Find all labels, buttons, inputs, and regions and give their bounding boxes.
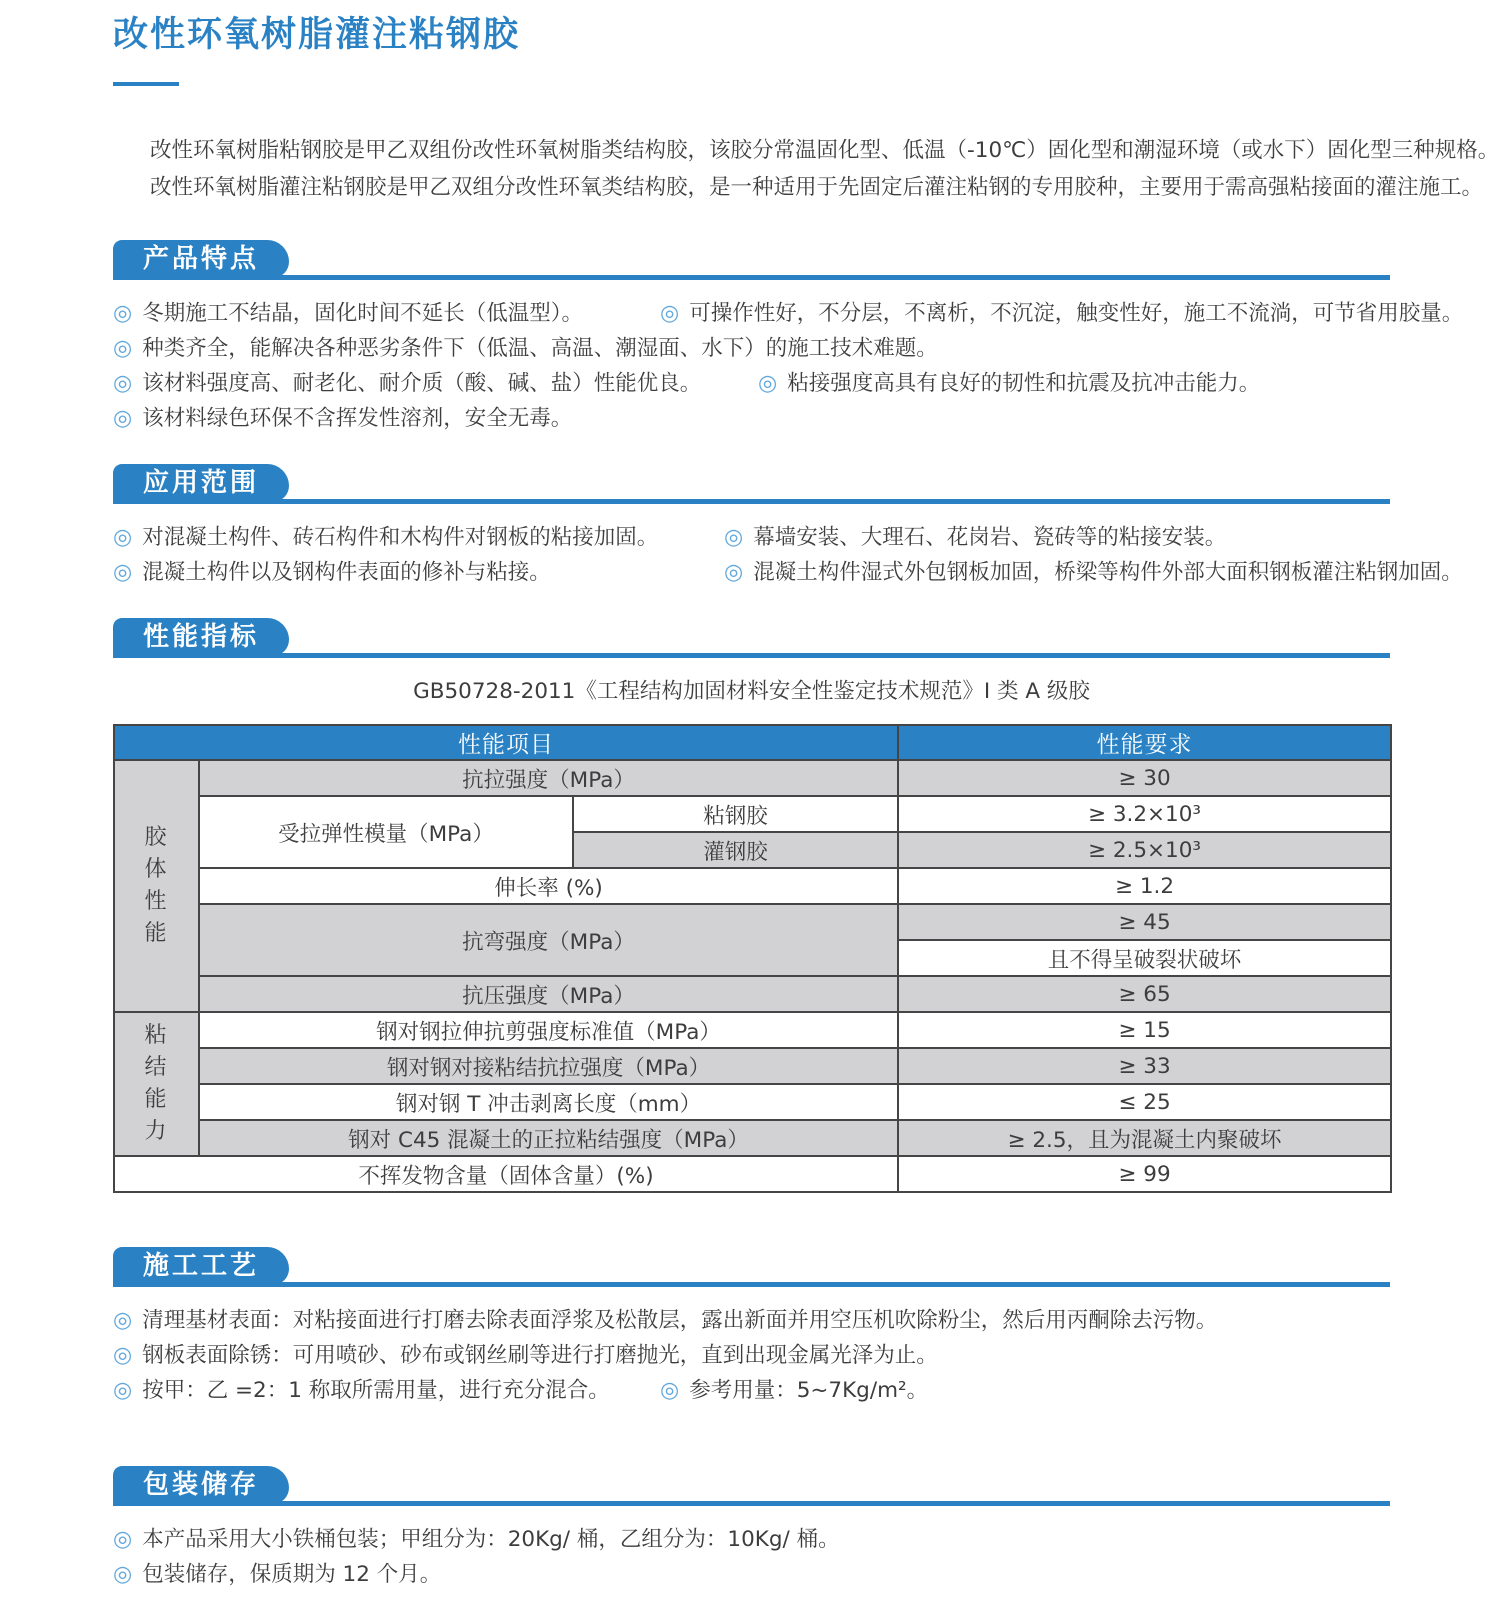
process-list — [113, 1303, 1390, 1408]
list-item-text: 粘接强度高具有良好的韧性和抗震及抗冲击能力。 — [787, 371, 1261, 396]
bullet-icon: ◎ — [113, 560, 133, 585]
list-item-text: 混凝土构件湿式外包钢板加固，桥梁等构件外部大面积钢板灌注粘钢加固。 — [753, 560, 1463, 585]
table-caption: GB50728-2011《工程结构加固材料安全性鉴定技术规范》I 类 A 级胶 — [413, 679, 1090, 704]
sub-cell-steel-bond: 粘钢胶 — [573, 796, 898, 832]
header-cell-item: 性能项目 — [114, 725, 898, 760]
section-process-header — [113, 1247, 1390, 1287]
item-cell-shear: 钢对钢拉伸抗剪强度标准值（MPa） — [199, 1012, 898, 1048]
table-header-row — [114, 725, 1391, 760]
bullet-icon: ◎ — [113, 406, 133, 431]
list-item-text: 钢板表面除锈：可用喷砂、砂布或钢丝刷等进行打磨抛光，直到出现金属光泽为止。 — [142, 1343, 938, 1368]
req-cell-elongation: ≥ 1.2 — [898, 868, 1391, 904]
req-cell-shear: ≥ 15 — [898, 1012, 1391, 1048]
bullet-row — [113, 1303, 1390, 1338]
performance-table — [113, 724, 1392, 1193]
bullet-row — [113, 366, 1390, 401]
list-item-text: 该材料绿色环保不含挥发性溶剂，安全无毒。 — [142, 406, 573, 431]
list-item-text: 包装储存，保质期为 12 个月。 — [142, 1562, 442, 1587]
table-row — [114, 1156, 1391, 1192]
bullet-row — [113, 296, 1464, 331]
bullet-icon: ◎ — [724, 525, 744, 550]
section-applications-header — [113, 464, 1390, 504]
bullet-row — [113, 1557, 1390, 1592]
table-row — [114, 976, 1391, 1012]
bullet-icon: ◎ — [113, 1308, 133, 1333]
table-row — [114, 1012, 1391, 1048]
bullet-icon: ◎ — [113, 525, 133, 550]
section-underline — [113, 1501, 1390, 1506]
section-underline — [113, 499, 1390, 504]
table-row — [114, 1084, 1391, 1120]
table-row — [114, 796, 1391, 832]
list-item — [113, 520, 724, 555]
item-cell-flexural: 抗弯强度（MPa） — [199, 904, 898, 976]
bullet-icon: ◎ — [113, 336, 133, 361]
table-row — [114, 868, 1391, 904]
bullet-icon: ◎ — [113, 371, 133, 396]
bullet-icon: ◎ — [113, 1343, 133, 1368]
bullet-row — [113, 1338, 1390, 1373]
list-item-text: 本产品采用大小铁桶包装；甲组分为：20Kg/ 桶，乙组分为：10Kg/ 桶。 — [142, 1527, 840, 1552]
section-underline — [113, 275, 1390, 280]
list-item-text: 混凝土构件以及钢构件表面的修补与粘接。 — [142, 560, 551, 585]
list-item — [113, 296, 660, 331]
sub-cell-pour-steel: 灌钢胶 — [573, 832, 898, 868]
list-item-text: 对混凝土构件、砖石构件和木构件对钢板的粘接加固。 — [142, 525, 659, 550]
packaging-list — [113, 1522, 1390, 1592]
bullet-icon: ◎ — [724, 560, 744, 585]
bullet-row — [113, 1373, 1390, 1408]
group-cell-glue: 胶体性能 — [114, 760, 199, 1012]
bullet-row — [113, 1522, 1390, 1557]
list-item — [660, 1373, 928, 1408]
list-item-text: 清理基材表面：对粘接面进行打磨去除表面浮浆及松散层，露出新面并用空压机吹除粉尘，然后用丙酮除去污物。 — [142, 1308, 1218, 1333]
item-cell-nonvolatile: 不挥发物含量（固体含量）(%) — [114, 1156, 898, 1192]
req-cell-nonvolatile: ≥ 99 — [898, 1156, 1391, 1192]
bullet-row — [113, 401, 1390, 436]
page-title: 改性环氧树脂灌注粘钢胶 — [113, 15, 521, 55]
section-badge: 性能指标 — [113, 618, 289, 656]
list-item — [113, 1557, 441, 1592]
table-row — [114, 904, 1391, 940]
item-cell-modulus: 受拉弹性模量（MPa） — [199, 796, 573, 868]
list-item — [724, 555, 1463, 590]
item-cell-t-peel: 钢对钢 T 冲击剥离长度（mm） — [199, 1084, 898, 1120]
group-cell-bond: 粘结能力 — [114, 1012, 199, 1156]
section-badge: 产品特点 — [113, 240, 289, 278]
item-cell-tensile: 抗拉强度（MPa） — [199, 760, 898, 796]
section-performance-header — [113, 618, 1390, 658]
header-cell-requirement: 性能要求 — [898, 725, 1391, 760]
list-item — [758, 366, 1260, 401]
list-item — [113, 331, 938, 366]
list-item — [113, 555, 724, 590]
bullet-icon: ◎ — [113, 1527, 133, 1552]
bullet-icon: ◎ — [660, 1378, 680, 1403]
list-item-text: 种类齐全，能解决各种恶劣条件下（低温、高温、潮湿面、水下）的施工技术难题。 — [142, 336, 938, 361]
section-features-header — [113, 240, 1390, 280]
intro-line: 改性环氧树脂粘钢胶是甲乙双组份改性环氧树脂类结构胶，该胶分常温固化型、低温（-10℃）固化型和潮湿环境（或水下）固化型三种规格。 — [150, 138, 1500, 163]
req-cell-t-peel: ≤ 25 — [898, 1084, 1391, 1120]
list-item — [113, 366, 758, 401]
bullet-icon: ◎ — [660, 301, 680, 326]
section-underline — [113, 653, 1390, 658]
bullet-icon: ◎ — [113, 301, 133, 326]
list-item-text: 该材料强度高、耐老化、耐介质（酸、碱、盐）性能优良。 — [142, 371, 702, 396]
item-cell-butt-tensile: 钢对钢对接粘结抗拉强度（MPa） — [199, 1048, 898, 1084]
list-item-text: 幕墙安装、大理石、花岗岩、瓷砖等的粘接安装。 — [753, 525, 1227, 550]
title-underline — [113, 82, 179, 86]
section-badge: 应用范围 — [113, 464, 289, 502]
list-item — [113, 1338, 938, 1373]
bullet-icon: ◎ — [113, 1562, 133, 1587]
table-row — [114, 760, 1391, 796]
req-cell-concrete-bond: ≥ 2.5，且为混凝土内聚破坏 — [898, 1120, 1391, 1156]
list-item — [113, 1522, 840, 1557]
table-row — [114, 1048, 1391, 1084]
item-cell-compressive: 抗压强度（MPa） — [199, 976, 898, 1012]
bullet-row — [113, 520, 1390, 555]
section-badge: 包装储存 — [113, 1466, 289, 1504]
req-cell-tensile: ≥ 30 — [898, 760, 1391, 796]
bullet-icon: ◎ — [113, 1378, 133, 1403]
list-item — [724, 520, 1226, 555]
section-underline — [113, 1282, 1390, 1287]
list-item — [113, 1373, 660, 1408]
req-cell-butt-tensile: ≥ 33 — [898, 1048, 1391, 1084]
req-cell-flexural-value: ≥ 45 — [898, 904, 1391, 940]
table-row — [114, 1120, 1391, 1156]
list-item-text: 冬期施工不结晶，固化时间不延长（低温型）。 — [142, 301, 583, 326]
bullet-row — [113, 331, 1390, 366]
req-cell-steel-bond: ≥ 3.2×10³ — [898, 796, 1391, 832]
req-cell-compressive: ≥ 65 — [898, 976, 1391, 1012]
list-item-text: 按甲：乙 =2：1 称取所需用量，进行充分混合。 — [142, 1378, 610, 1403]
section-badge: 施工工艺 — [113, 1247, 289, 1285]
bullet-row — [113, 555, 1463, 590]
list-item-text: 参考用量：5~7Kg/m²。 — [689, 1378, 929, 1403]
req-cell-flexural-note: 且不得呈破裂状破坏 — [898, 940, 1391, 976]
req-cell-pour-steel: ≥ 2.5×10³ — [898, 832, 1391, 868]
page-content — [113, 0, 1500, 1592]
intro-paragraphs — [113, 132, 1500, 206]
intro-line: 改性环氧树脂灌注粘钢胶是甲乙双组分改性环氧类结构胶，是一种适用于先固定后灌注粘钢的专用胶种，主要用于需高强粘接面的灌注施工。 — [150, 175, 1484, 200]
item-cell-concrete-bond: 钢对 C45 混凝土的正拉粘结强度（MPa） — [199, 1120, 898, 1156]
list-item — [660, 296, 1463, 331]
list-item — [113, 401, 572, 436]
applications-list — [113, 520, 1463, 590]
list-item-text: 可操作性好，不分层，不离析，不沉淀，触变性好，施工不流淌，可节省用胶量。 — [689, 301, 1464, 326]
item-cell-elongation: 伸长率 (%) — [199, 868, 898, 904]
bullet-icon: ◎ — [758, 371, 778, 396]
list-item — [113, 1303, 1217, 1338]
section-packaging-header — [113, 1466, 1390, 1506]
features-list — [113, 296, 1464, 436]
